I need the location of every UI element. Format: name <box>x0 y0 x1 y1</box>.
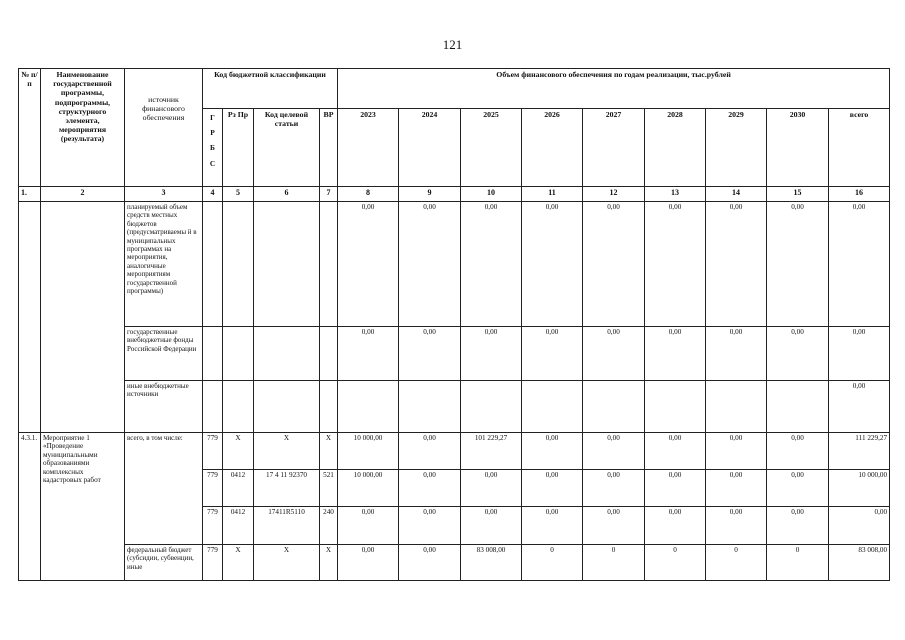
empty-cell <box>399 381 461 433</box>
rzpr-cell: 0412 <box>223 507 254 545</box>
source-cell: иные внебюджетные источники <box>125 381 203 433</box>
rzpr-cell: Х <box>223 545 254 581</box>
value-cell: 0,00 <box>706 507 767 545</box>
value-cell: 0,00 <box>399 470 461 507</box>
value-cell: 0,00 <box>645 507 706 545</box>
table-row <box>19 433 890 470</box>
value-cell: 0,00 <box>461 202 522 327</box>
measure-name: Мероприятие 1 «Проведение муниципальными образованиями комплексных кадастровых работ <box>41 433 125 581</box>
value-cell: 0,00 <box>338 327 399 381</box>
rzpr-cell: Х <box>223 433 254 470</box>
value-cell: 0 <box>522 545 583 581</box>
value-cell: 0,00 <box>645 433 706 470</box>
value-cell: 0,00 <box>583 470 645 507</box>
value-cell: 0,00 <box>706 433 767 470</box>
header-year: 2023 <box>338 109 399 187</box>
header-year: 2026 <box>522 109 583 187</box>
empty-cell <box>522 381 583 433</box>
column-number: 11 <box>522 187 583 202</box>
page-number: 121 <box>442 37 463 52</box>
value-cell: 0,00 <box>767 202 829 327</box>
column-number: 1. <box>19 187 41 202</box>
empty-cell <box>645 381 706 433</box>
table-row <box>19 202 890 327</box>
header-name: Наименование государственной программы, подпрограммы, структурного элемента, мероприятия (результата) <box>41 69 125 187</box>
empty-cell <box>223 381 254 433</box>
column-number: 12 <box>583 187 645 202</box>
empty-cell <box>223 202 254 327</box>
header-year: 2028 <box>645 109 706 187</box>
value-cell: 0,00 <box>767 327 829 381</box>
column-number: 13 <box>645 187 706 202</box>
empty-cell <box>203 202 223 327</box>
value-cell: 10 000,00 <box>829 470 890 507</box>
empty-cell <box>223 327 254 381</box>
header-rzpr: Рз Пр <box>223 109 254 187</box>
header-grbs-letter: Б <box>210 143 215 153</box>
value-cell: 0,00 <box>461 327 522 381</box>
kcs-cell: 17 4 11 92370 <box>254 470 320 507</box>
value-cell: 83 008,00 <box>461 545 522 581</box>
value-cell: 0,00 <box>522 202 583 327</box>
header-grbs-letter: С <box>209 158 216 168</box>
value-cell: 0,00 <box>706 327 767 381</box>
empty-cell <box>320 202 338 327</box>
kcs-cell: Х <box>254 545 320 581</box>
table-row <box>19 327 890 381</box>
value-cell: 0,00 <box>706 470 767 507</box>
value-cell: 0,00 <box>399 545 461 581</box>
empty-cell <box>19 202 41 433</box>
vr-cell: Х <box>320 545 338 581</box>
value-cell: 0,00 <box>583 507 645 545</box>
value-cell: 10 000,00 <box>338 470 399 507</box>
header-year: 2024 <box>399 109 461 187</box>
value-cell: 0,00 <box>829 507 890 545</box>
value-cell: 0,00 <box>583 202 645 327</box>
value-cell: 0 <box>706 545 767 581</box>
value-cell: 0,00 <box>522 327 583 381</box>
measure-number: 4.3.1. <box>19 433 41 581</box>
header-num: № п/п <box>19 69 41 187</box>
value-cell: 0 <box>583 545 645 581</box>
header-vr: ВР <box>320 109 338 187</box>
value-cell: 0,00 <box>767 507 829 545</box>
column-number: 14 <box>706 187 767 202</box>
empty-cell <box>767 381 829 433</box>
column-number: 2 <box>41 187 125 202</box>
value-cell: 0,00 <box>829 327 890 381</box>
header-total: всего <box>829 109 890 187</box>
value-cell: 0,00 <box>829 202 890 327</box>
header-budget-code: Код бюджетной классификации <box>203 69 338 109</box>
empty-cell <box>203 327 223 381</box>
header-source: источник финансового обеспечения <box>125 69 203 187</box>
column-number: 7 <box>320 187 338 202</box>
value-cell: 0,00 <box>706 202 767 327</box>
header-grbs <box>203 109 223 187</box>
empty-cell <box>706 381 767 433</box>
value-cell: 0,00 <box>767 470 829 507</box>
column-number: 5 <box>223 187 254 202</box>
kcs-cell: Х <box>254 433 320 470</box>
empty-cell <box>461 381 522 433</box>
header-year: 2025 <box>461 109 522 187</box>
rzpr-cell: 0412 <box>223 470 254 507</box>
empty-cell <box>320 381 338 433</box>
column-number: 4 <box>203 187 223 202</box>
value-cell: 0,00 <box>338 202 399 327</box>
value-cell: 0,00 <box>645 202 706 327</box>
header-year: 2027 <box>583 109 645 187</box>
value-cell: 0,00 <box>645 327 706 381</box>
column-number: 10 <box>461 187 522 202</box>
empty-cell <box>338 381 399 433</box>
value-cell: 0,00 <box>829 381 890 433</box>
vr-cell: 240 <box>320 507 338 545</box>
value-cell: 0,00 <box>399 202 461 327</box>
value-cell: 0,00 <box>399 507 461 545</box>
budget-table <box>18 68 890 581</box>
empty-cell <box>320 327 338 381</box>
column-number: 6 <box>254 187 320 202</box>
empty-cell <box>41 202 125 433</box>
value-cell: 0,00 <box>583 433 645 470</box>
value-cell: 0,00 <box>399 327 461 381</box>
grbs-cell: 779 <box>203 433 223 470</box>
empty-cell <box>254 381 320 433</box>
value-cell: 0,00 <box>583 327 645 381</box>
value-cell: 0,00 <box>522 507 583 545</box>
column-number-row <box>19 187 890 202</box>
value-cell: 10 000,00 <box>338 433 399 470</box>
value-cell: 83 008,00 <box>829 545 890 581</box>
empty-cell <box>583 381 645 433</box>
column-number: 8 <box>338 187 399 202</box>
header-year: 2029 <box>706 109 767 187</box>
value-cell: 0,00 <box>522 433 583 470</box>
vr-cell: Х <box>320 433 338 470</box>
value-cell: 101 229,27 <box>461 433 522 470</box>
column-number: 9 <box>399 187 461 202</box>
vr-cell: 521 <box>320 470 338 507</box>
value-cell: 0,00 <box>399 433 461 470</box>
grbs-cell: 779 <box>203 545 223 581</box>
source-cell: государственные внебюджетные фонды Российской Федерации <box>125 327 203 381</box>
value-cell: 0,00 <box>461 470 522 507</box>
value-cell: 0,00 <box>522 470 583 507</box>
header-year: 2030 <box>767 109 829 187</box>
column-number: 3 <box>125 187 203 202</box>
column-number: 16 <box>829 187 890 202</box>
header-grbs-letter: Р <box>210 128 215 138</box>
header-grbs-letter: Г <box>210 113 215 122</box>
source-cell: всего, в том числе: <box>125 433 203 545</box>
value-cell: 0,00 <box>338 507 399 545</box>
value-cell: 0 <box>767 545 829 581</box>
empty-cell <box>254 202 320 327</box>
kcs-cell: 17411R5110 <box>254 507 320 545</box>
value-cell: 111 229,27 <box>829 433 890 470</box>
empty-cell <box>254 327 320 381</box>
value-cell: 0,00 <box>461 507 522 545</box>
source-cell: федеральный бюджет (субсидии, субвенции, иные <box>125 545 203 581</box>
value-cell: 0 <box>645 545 706 581</box>
header-kcs: Код целевой статьи <box>254 109 320 187</box>
column-number: 15 <box>767 187 829 202</box>
value-cell: 0,00 <box>645 470 706 507</box>
source-cell: планируемый объем средств местных бюджетов (предусматриваемы й в муниципальных программах на мероприятия, аналогичные мероприятиям государственной программы) <box>125 202 203 327</box>
table-row <box>19 381 890 433</box>
empty-cell <box>203 381 223 433</box>
header-volume: Объем финансового обеспечения по годам реализации, тыс.рублей <box>338 69 890 109</box>
value-cell: 0,00 <box>338 545 399 581</box>
table-row <box>19 545 890 581</box>
value-cell: 0,00 <box>767 433 829 470</box>
grbs-cell: 779 <box>203 470 223 507</box>
grbs-cell: 779 <box>203 507 223 545</box>
